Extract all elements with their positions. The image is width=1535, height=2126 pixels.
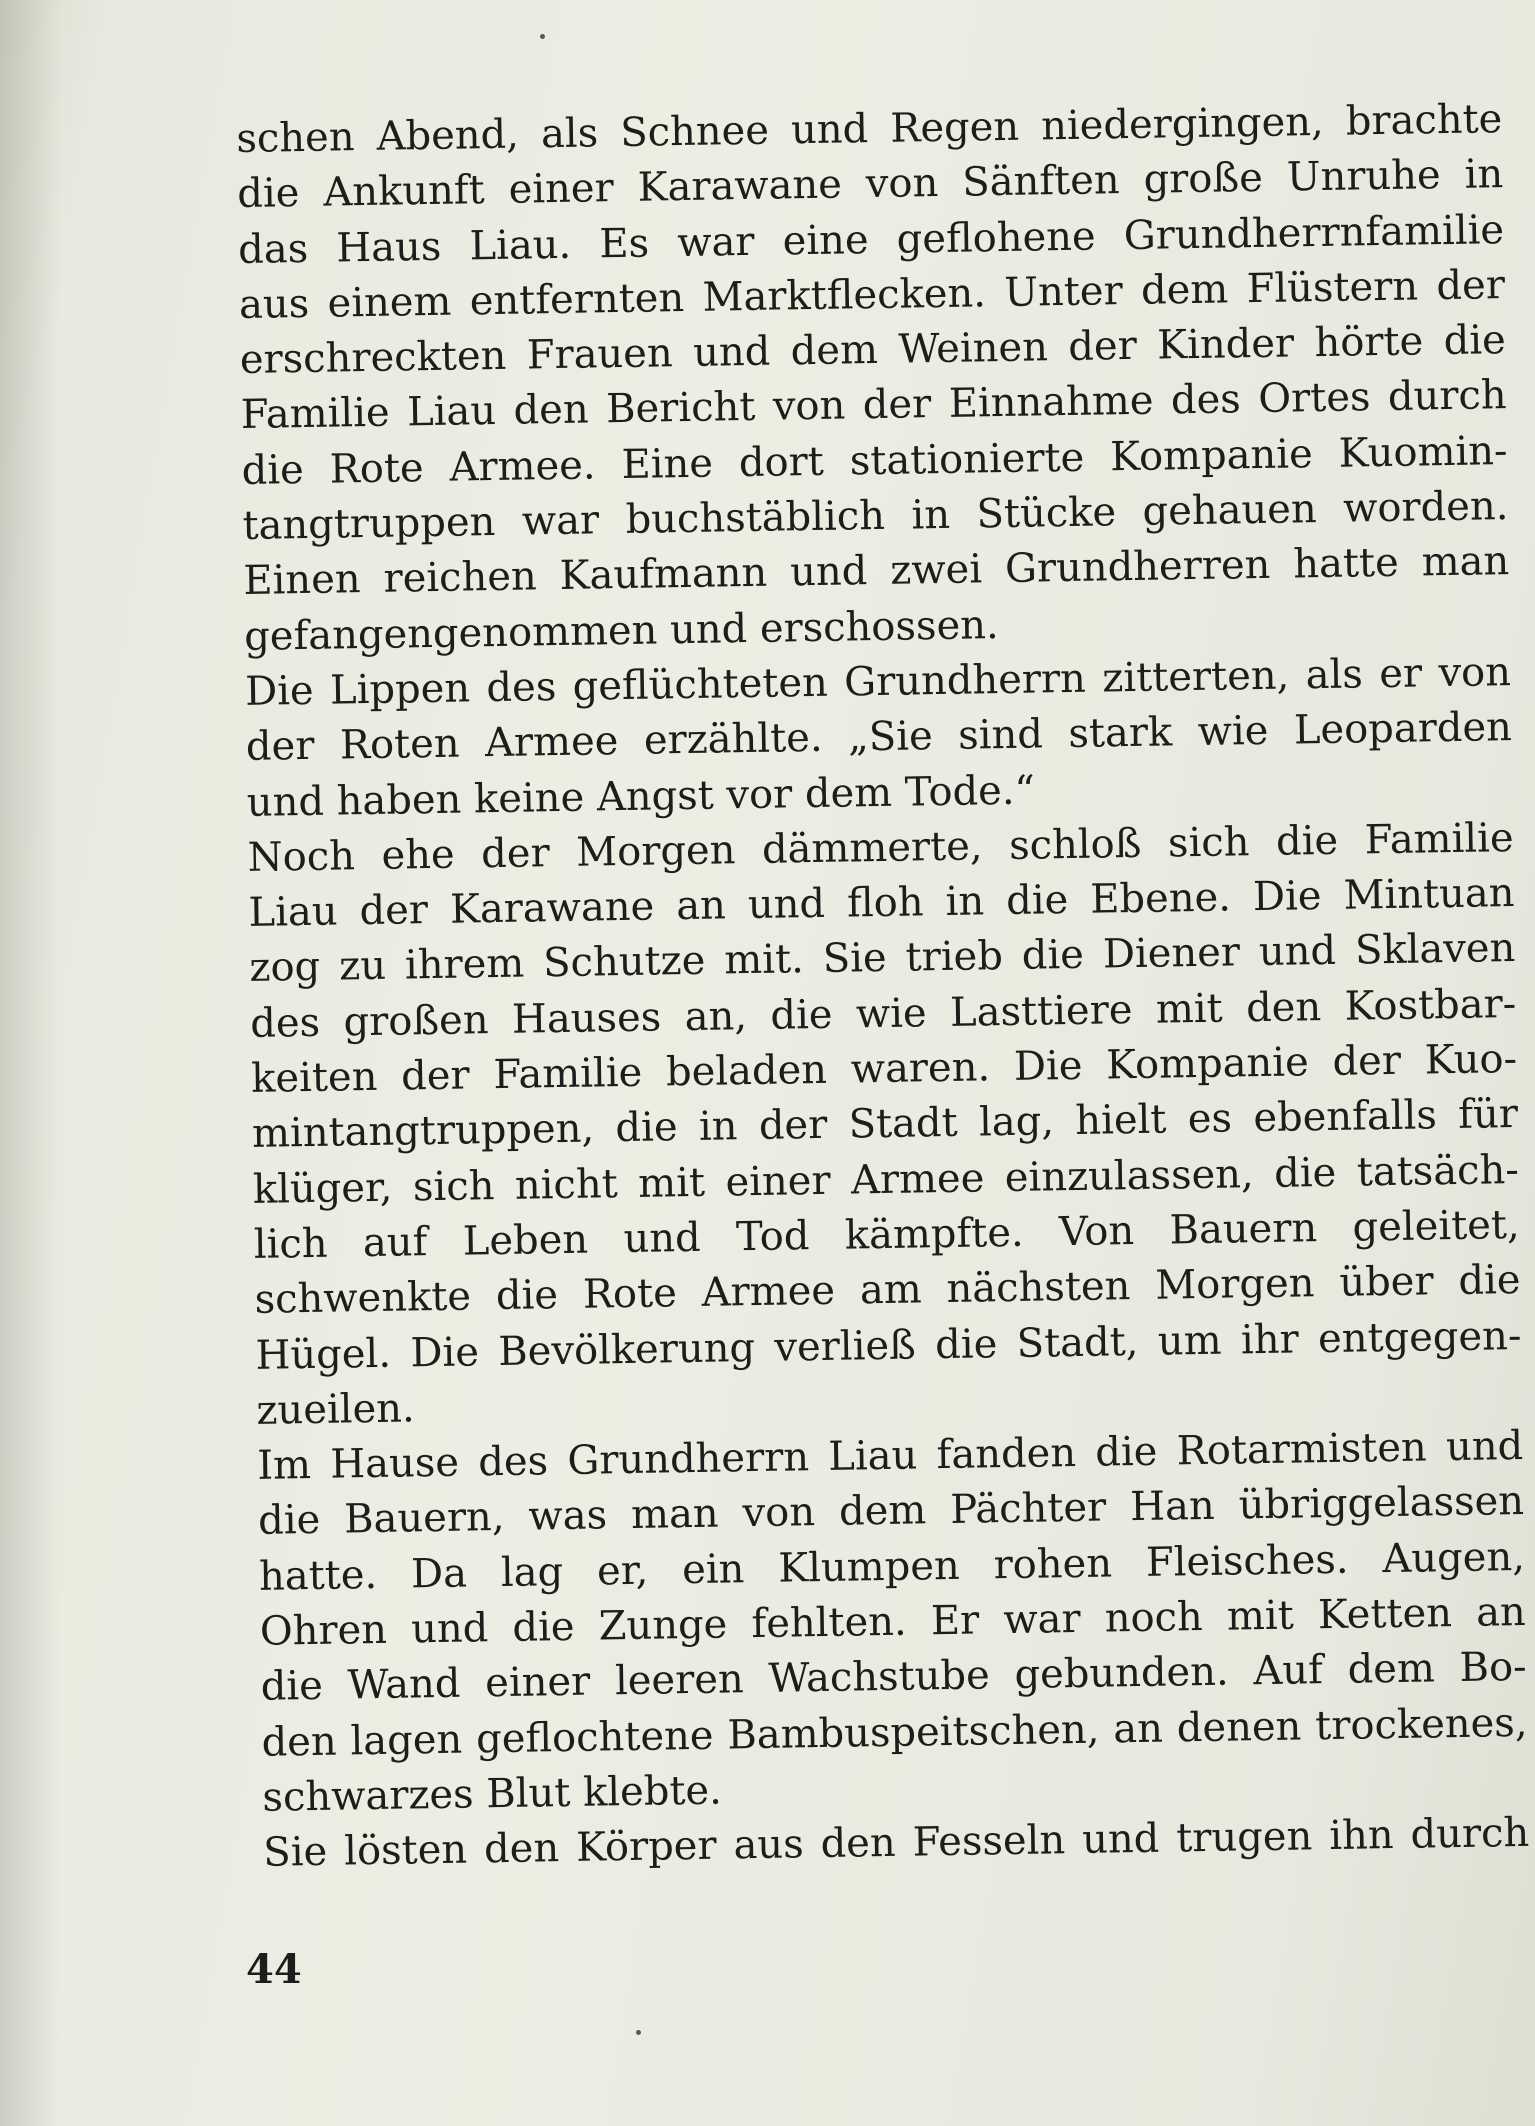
text-line: lich auf Leben und Tod kämpfte. Von Bauern geleitet, <box>253 1201 1521 1268</box>
text-line: die Wand einer leeren Wachstube gebunden. Auf dem Bo- <box>260 1644 1527 1711</box>
text-line: Sie lösten den Körper aus den Fesseln und trugen ihn durch <box>262 1810 1530 1876</box>
text-line: der Roten Armee erzählte. „Sie sind stark wie Leoparden <box>245 704 1513 771</box>
text-line: Hügel. Die Bevölkerung verließ die Stadt, um ihr entgegen- <box>255 1312 1522 1379</box>
text-line: schwarzes Blut klebte. <box>262 1767 723 1821</box>
text-line: hatte. Da lag er, ein Klumpen rohen Fleisches. Augen, <box>258 1533 1526 1600</box>
text-line: zog zu ihrem Schutze mit. Sie trieb die Diener und Sklaven <box>249 925 1516 992</box>
text-line: schen Abend, als Schnee und Regen niedergingen, brachte <box>236 96 1503 162</box>
text-line: Liau der Karawane an und floh in die Ebene. Die Mintuan <box>248 870 1515 937</box>
text-line: die Ankunft einer Karawane von Sänften große Unruhe in <box>236 151 1504 218</box>
text-line: klüger, sich nicht mit einer Armee einzulassen, die tatsäch- <box>252 1146 1520 1213</box>
text-line: tangtruppen war buchstäblich in Stücke gehauen worden. <box>242 483 1509 550</box>
text-line: des großen Hauses an, die wie Lasttiere mit den Kostbar- <box>249 980 1517 1047</box>
text-line: Die Lippen des geflüchteten Grundherrn zitterten, als er von <box>244 649 1512 715</box>
text-line: keiten der Familie beladen waren. Die Kompanie der Kuo- <box>250 1036 1518 1102</box>
text-line: den lagen geflochtene Bambuspeitschen, an denen trockenes, <box>261 1699 1528 1766</box>
text-line: die Rote Armee. Eine dort stationierte Kompanie Kuomin- <box>241 427 1508 494</box>
text-line: schwenkte die Rote Armee am nächsten Morgen über die <box>254 1257 1521 1324</box>
text-line: Familie Liau den Bericht von der Einnahme des Ortes durch <box>240 372 1507 439</box>
text-line: und haben keine Angst vor dem Tode.“ <box>246 767 1036 826</box>
paragraph-2 <box>245 645 1513 831</box>
text-line: zueilen. <box>256 1385 415 1434</box>
paper-speck <box>540 34 545 39</box>
text-line: das Haus Liau. Es war eine geflohene Grundherrnfamilie <box>237 206 1505 273</box>
paragraph-4 <box>257 1419 1529 1826</box>
page-gutter-shadow <box>0 0 60 2126</box>
text-line: Noch ehe der Morgen dämmerte, schloß sich die Familie <box>247 814 1514 881</box>
text-line: Einen reichen Kaufmann und zwei Grundherren hatte man <box>243 538 1510 605</box>
paper-speck <box>636 2030 641 2035</box>
text-line: Im Hause des Grundherrn Liau fanden die Rotarmisten und <box>256 1423 1524 1489</box>
text-line: gefangengenommen und erschossen. <box>243 601 999 660</box>
body-text <box>236 92 1530 1881</box>
text-line: mintangtruppen, die in der Stadt lag, hielt es ebenfalls für <box>251 1091 1519 1158</box>
text-line: erschreckten Frauen und dem Weinen der Kinder hörte die <box>239 317 1507 384</box>
paragraph-3 <box>247 811 1522 1439</box>
text-line: die Bauern, was man von dem Pächter Han übriggelassen <box>257 1478 1525 1545</box>
paragraph-1 <box>236 92 1511 665</box>
page-number: 44 <box>246 1946 302 1993</box>
text-line: Ohren und die Zunge fehlten. Er war noch mit Ketten an <box>259 1588 1527 1655</box>
text-line: aus einem entfernten Marktflecken. Unter dem Flüstern der <box>238 261 1506 328</box>
